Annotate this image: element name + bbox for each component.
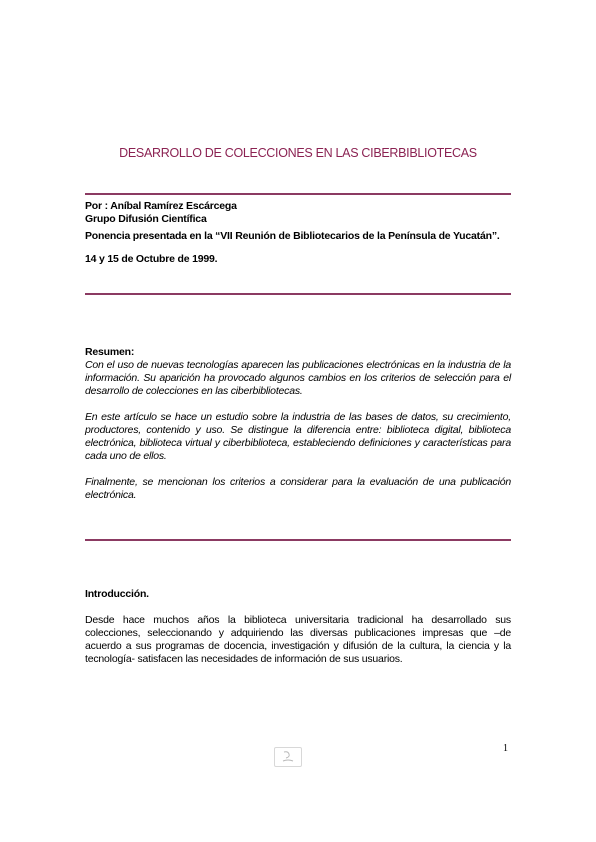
abstract-section — [85, 346, 511, 502]
author-line: Por : Aníbal Ramírez Escárcega — [85, 200, 237, 212]
introduction-heading: Introducción. — [85, 588, 149, 600]
abstract-paragraph-1: Con el uso de nuevas tecnologías aparecen las publicaciones electrónicas en la industria de la información. Su aparición ha provocado algunos cambios en los criterios de selección para el desarrollo de colecciones en las ciberbibliotecas. — [85, 359, 511, 397]
header-info — [85, 200, 511, 266]
divider-top — [85, 193, 511, 195]
introduction-paragraph: Desde hace muchos años la biblioteca universitaria tradicional ha desarrollado sus colecciones, seleccionando y adquiriendo las diversas publicaciones impresas que –de acuerdo a sus programas de docencia, investigación y difusión de la cultura, la ciencia y la tecnología- satisfacen las necesidades de información de sus usuarios. — [85, 614, 511, 665]
abstract-heading: Resumen: — [85, 346, 135, 358]
event-line: Ponencia presentada en la “VII Reunión de Bibliotecarios de la Península de Yucatán”. — [85, 230, 500, 242]
divider-header-bottom — [85, 293, 511, 295]
group-line: Grupo Difusión Científica — [85, 213, 207, 225]
document-thumbnail-icon — [274, 747, 302, 767]
abstract-paragraph-3: Finalmente, se mencionan los criterios a considerar para la evaluación de una publicación electrónica. — [85, 476, 511, 501]
divider-abstract-bottom — [85, 539, 511, 541]
abstract-paragraph-2: En este artículo se hace un estudio sobre la industria de las bases de datos, su crecimiento, productores, contenido y uso. Se distingue la diferencia entre: biblioteca digital, biblioteca electrónica, biblioteca virtual y ciberbiblioteca, estableciendo definiciones y características para cada uno de ellos. — [85, 411, 511, 462]
date-line: 14 y 15 de Octubre de 1999. — [85, 253, 218, 265]
page-title: DESARROLLO DE COLECCIONES EN LAS CIBERBIBLIOTECAS — [119, 146, 477, 160]
introduction-section — [85, 588, 511, 666]
page-number: 1 — [503, 743, 508, 754]
